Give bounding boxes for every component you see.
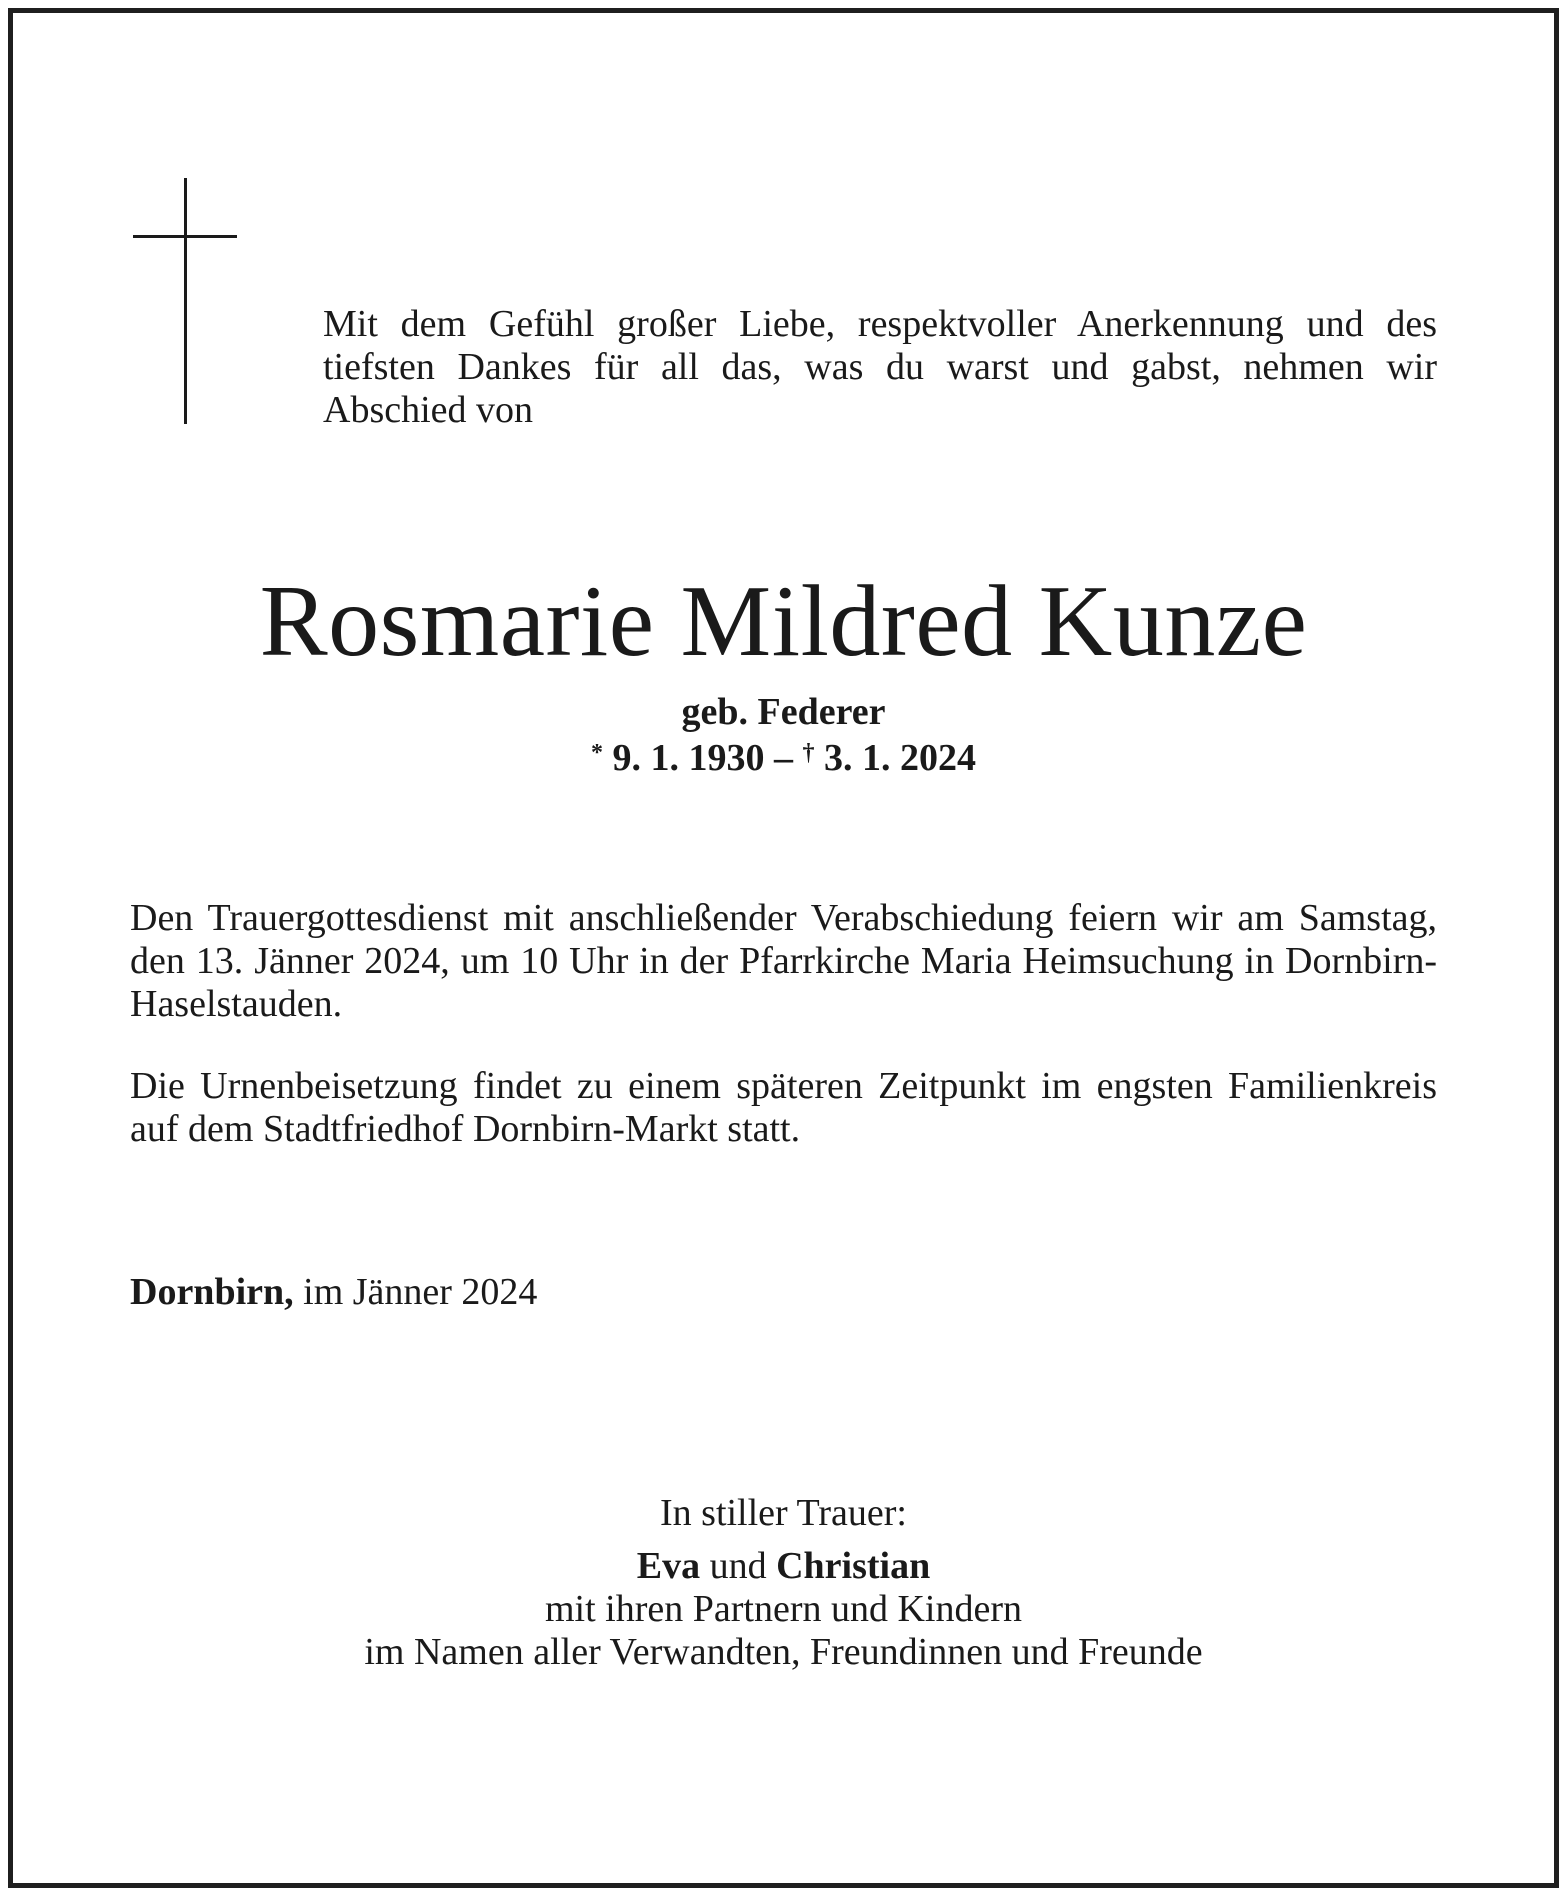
birth-symbol: *	[591, 740, 603, 766]
mourner-name-1: Eva	[636, 1545, 701, 1587]
place-date: im Jänner 2024	[293, 1271, 538, 1313]
deceased-name: Rosmarie Mildred Kunze	[259, 565, 1308, 678]
death-symbol: †	[802, 740, 815, 766]
place-date-line	[130, 1271, 537, 1314]
cross-icon	[133, 178, 237, 424]
mourners-conjunction: und	[700, 1545, 777, 1587]
cross-vertical-bar	[184, 178, 187, 424]
life-dates	[0, 736, 1567, 780]
death-date: 3. 1. 2024	[824, 737, 976, 779]
date-separator: –	[774, 737, 793, 779]
burial-text: Die Urnenbeisetzung findet zu einem späteren Zeitpunkt im engsten Familienkreis auf dem Stadtfriedhof Dornbirn-Markt statt.	[130, 1065, 1437, 1150]
mourners-line-2: mit ihren Partnern und Kindern	[544, 1588, 1022, 1630]
cross-horizontal-bar	[133, 235, 237, 238]
place-city: Dornbirn,	[130, 1271, 294, 1313]
birth-name: geb. Federer	[681, 691, 886, 733]
mourner-name-2: Christian	[776, 1545, 931, 1587]
mourners-heading: In stiller Trauer:	[660, 1492, 907, 1534]
intro-text: Mit dem Gefühl großer Liebe, respektvoller Anerkennung und des tiefsten Dankes für all das, was du warst und gabst, nehmen wir Abschied von	[323, 303, 1437, 431]
service-text: Den Trauergottesdienst mit anschließender Verabschiedung feiern wir am Samstag, den 13. Jänner 2024, um 10 Uhr in der Pfarrkirche Maria Heimsuchung in Dornbirn-Haselstauden.	[130, 897, 1437, 1025]
mourners-line-3: im Namen aller Verwandten, Freundinnen und Freunde	[364, 1631, 1203, 1673]
birth-date: 9. 1. 1930	[612, 737, 765, 779]
mourners-names	[0, 1545, 1567, 1588]
